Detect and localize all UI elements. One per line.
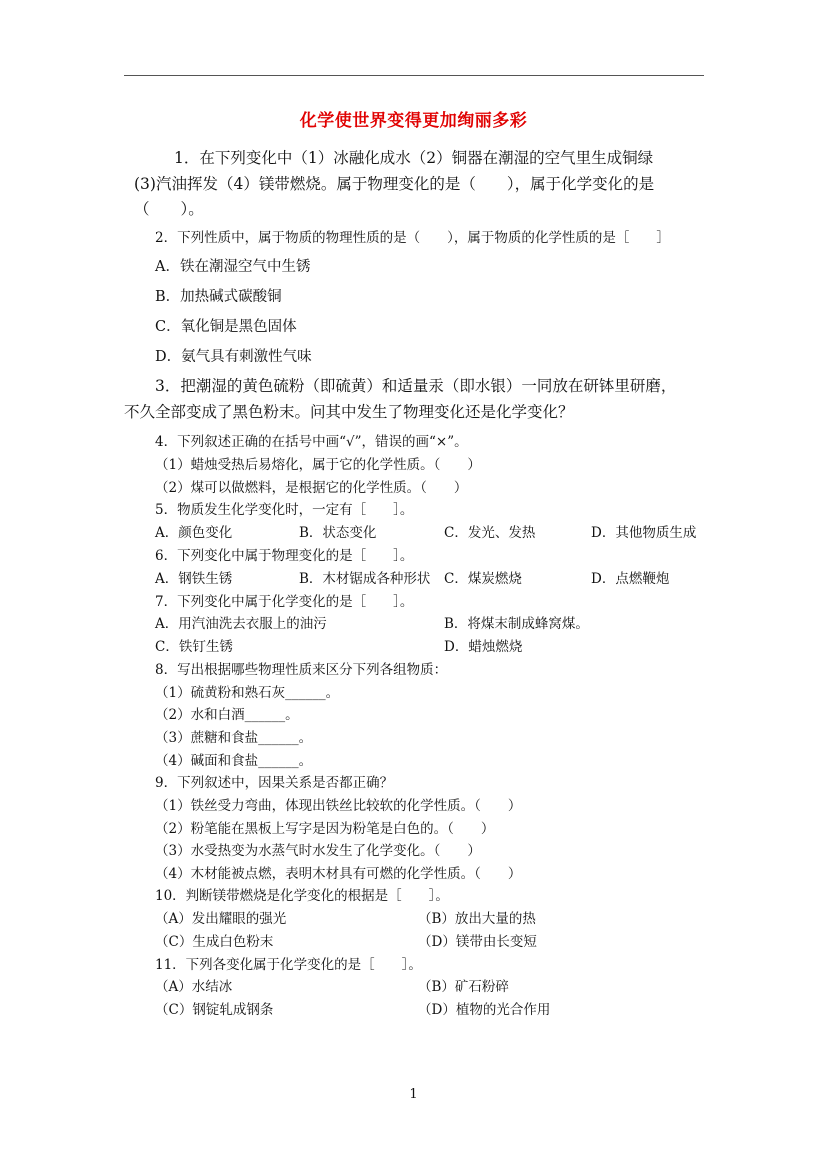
- text-line: （C）生成白色粉末: [155, 934, 274, 950]
- text-line: B．木材锯成各种形状: [299, 571, 431, 587]
- text-line: 3．把潮湿的黄色硫粉（即硫黄）和适量汞（即水银）一同放在研钵里研磨，: [155, 377, 677, 395]
- text-line: 9．下列叙述中，因果关系是否都正确？: [155, 775, 394, 791]
- page-number: 1: [409, 1087, 418, 1102]
- text-line: D．蜡烛燃烧: [444, 639, 523, 655]
- text-line: （ ）。: [134, 200, 204, 218]
- text-line: 8．写出根据哪些物理性质来区分下列各组物质：: [155, 662, 448, 678]
- text-line: （A）发出耀眼的强光: [155, 911, 287, 927]
- text-line: （1）硫黄粉和熟石灰______。: [155, 685, 340, 701]
- text-line: C．发光、发热: [444, 525, 536, 541]
- text-line: 1．在下列变化中（1）冰融化成水（2）铜器在潮湿的空气里生成铜绿: [174, 149, 654, 167]
- text-line: （3）水受热变为水蒸气时水发生了化学变化。（ ）: [155, 843, 481, 859]
- text-line: （D）镁带由长变短: [418, 934, 537, 950]
- text-line: B．加热碱式碳酸铜: [155, 289, 282, 305]
- text-line: A．颜色变化: [155, 525, 233, 541]
- text-line: （2）粉笔能在黑板上写字是因为粉笔是白色的。（ ）: [155, 821, 495, 837]
- text-line: C．铁钉生锈: [155, 639, 233, 655]
- text-line: 不久全部变成了黑色粉末。问其中发生了物理变化还是化学变化？: [124, 403, 574, 421]
- text-line: 4．下列叙述正确的在括号中画“√”，错误的画“×”。: [155, 434, 468, 450]
- text-line: A．铁在潮湿空气中生锈: [155, 259, 311, 275]
- text-line: （3）蔗糖和食盐______。: [155, 730, 313, 746]
- text-line: C．煤炭燃烧: [444, 571, 522, 587]
- text-line: C．氧化铜是黑色固体: [155, 319, 297, 335]
- text-line: 2．下列性质中，属于物质的物理性质的是（ ），属于物质的化学性质的是［ ］: [155, 230, 670, 246]
- text-line: D．其他物质生成: [591, 525, 697, 541]
- text-line: B．将煤末制成蜂窝煤。: [444, 616, 589, 632]
- text-line: A．用汽油洗去衣服上的油污: [155, 616, 327, 632]
- text-line: （1）铁丝受力弯曲，体现出铁丝比较软的化学性质。（ ）: [155, 798, 522, 814]
- text-line: （4）碱面和食盐______。: [155, 753, 313, 769]
- text-line: （C）钢锭轧成钢条: [155, 1002, 274, 1018]
- text-line: （D）植物的光合作用: [418, 1002, 551, 1018]
- text-line: 10．判断镁带燃烧是化学变化的根据是［ ］。: [155, 888, 449, 904]
- text-line: A．钢铁生锈: [155, 571, 233, 587]
- text-line: 6．下列变化中属于物理变化的是［ ］。: [155, 548, 414, 564]
- document-title: 化学使世界变得更加绚丽多彩: [299, 111, 528, 131]
- text-line: （1）蜡烛受热后易熔化，属于它的化学性质。（ ）: [155, 457, 481, 473]
- text-line: D．点燃鞭炮: [591, 571, 670, 587]
- text-line: B．状态变化: [299, 525, 377, 541]
- header-rule: [124, 75, 704, 76]
- text-line: （B）矿石粉碎: [418, 979, 509, 995]
- text-line: （4）木材能被点燃，表明木材具有可燃的化学性质。（ ）: [155, 866, 522, 882]
- text-line: 7．下列变化中属于化学变化的是［ ］。: [155, 594, 414, 610]
- text-line: 5．物质发生化学变化时，一定有［ ］。: [155, 502, 414, 518]
- text-line: D．氨气具有刺激性气味: [155, 349, 312, 365]
- text-line: 11．下列各变化属于化学变化的是［ ］。: [155, 957, 422, 973]
- text-line: (3)汽油挥发（4）镁带燃烧。属于物理变化的是（ ），属于化学变化的是: [134, 175, 655, 193]
- text-line: （2）煤可以做燃料，是根据它的化学性质。（ ）: [155, 480, 468, 496]
- text-line: （B）放出大量的热: [418, 911, 536, 927]
- text-line: （A）水结冰: [155, 979, 233, 995]
- text-line: （2）水和白酒______。: [155, 707, 299, 723]
